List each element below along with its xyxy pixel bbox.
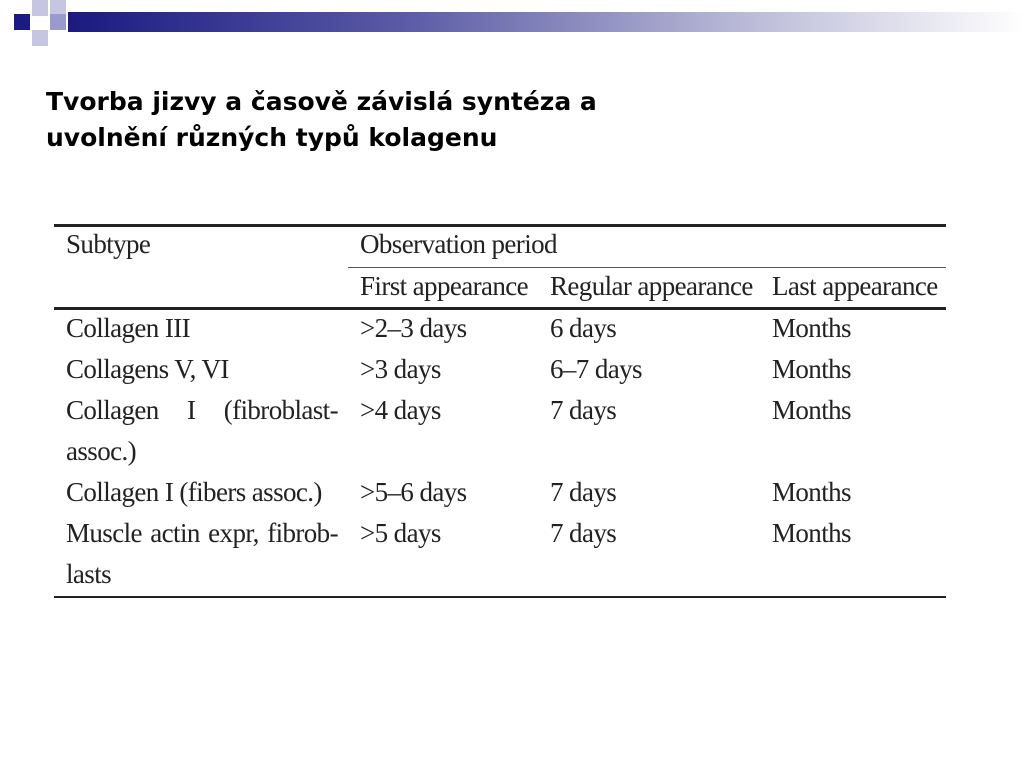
decor-square: [14, 14, 30, 30]
table-cell-last: Months: [772, 313, 851, 343]
table-group-rule: [348, 267, 946, 268]
table-cell-last: Months: [772, 518, 851, 548]
decor-square: [32, 30, 48, 46]
table-cell-first: >3 days: [360, 354, 441, 384]
subtype-word: Muscle: [66, 518, 142, 548]
collagen-table: [54, 224, 946, 600]
subtype-word: Collagen: [66, 395, 159, 425]
slide-title-line2: uvolnění různých typů kolagenu: [46, 123, 498, 152]
slide-title-line1: Tvorba jizvy a časově závislá syntéza a: [46, 87, 597, 116]
subheader-first-appearance: First appearance: [360, 271, 529, 301]
table-cell-subtype-continued: assoc.): [66, 436, 137, 466]
decor-square: [50, 14, 66, 30]
subtype-word: I: [187, 395, 196, 425]
table-cell-regular: 7 days: [550, 395, 617, 425]
table-header-rule: [54, 307, 946, 310]
table-cell-last: Months: [772, 354, 851, 384]
table-cell-subtype: Collagens V, VI: [66, 354, 229, 384]
table-cell-subtype: Collagen III: [66, 313, 191, 343]
subtype-word: fibrob-: [267, 518, 338, 548]
table-cell-regular: 7 days: [550, 518, 617, 548]
table-cell-last: Months: [772, 395, 851, 425]
table-cell-last: Months: [772, 477, 851, 507]
decor-square: [50, 32, 64, 46]
subtype-word: expr,: [208, 518, 259, 548]
subheader-last-appearance: Last appearance: [772, 271, 938, 301]
table-cell-subtype: [66, 394, 338, 426]
header-gradient-bar: [68, 12, 1024, 32]
subheader-regular-appearance: Regular appearance: [550, 271, 753, 301]
table-cell-first: >2–3 days: [360, 313, 467, 343]
subtype-word: (fibroblast-: [223, 395, 338, 425]
table-bottom-rule: [54, 596, 946, 598]
table-top-rule: [54, 224, 946, 227]
table-cell-regular: 6–7 days: [550, 354, 642, 384]
slide-title: [46, 84, 746, 156]
subtype-word: actin: [150, 518, 200, 548]
table-cell-first: >5 days: [360, 518, 441, 548]
table-cell-subtype-continued: lasts: [66, 559, 112, 589]
table-cell-regular: 7 days: [550, 477, 617, 507]
table-cell-first: >5–6 days: [360, 477, 467, 507]
table-cell-regular: 6 days: [550, 313, 617, 343]
header-subtype: Subtype: [66, 229, 151, 259]
table-cell-subtype: [66, 517, 338, 549]
decor-square: [32, 0, 48, 16]
table-cell-first: >4 days: [360, 395, 441, 425]
table-cell-subtype: Collagen I (fibers assoc.): [66, 477, 322, 507]
header-observation-period: Observation period: [360, 229, 557, 259]
